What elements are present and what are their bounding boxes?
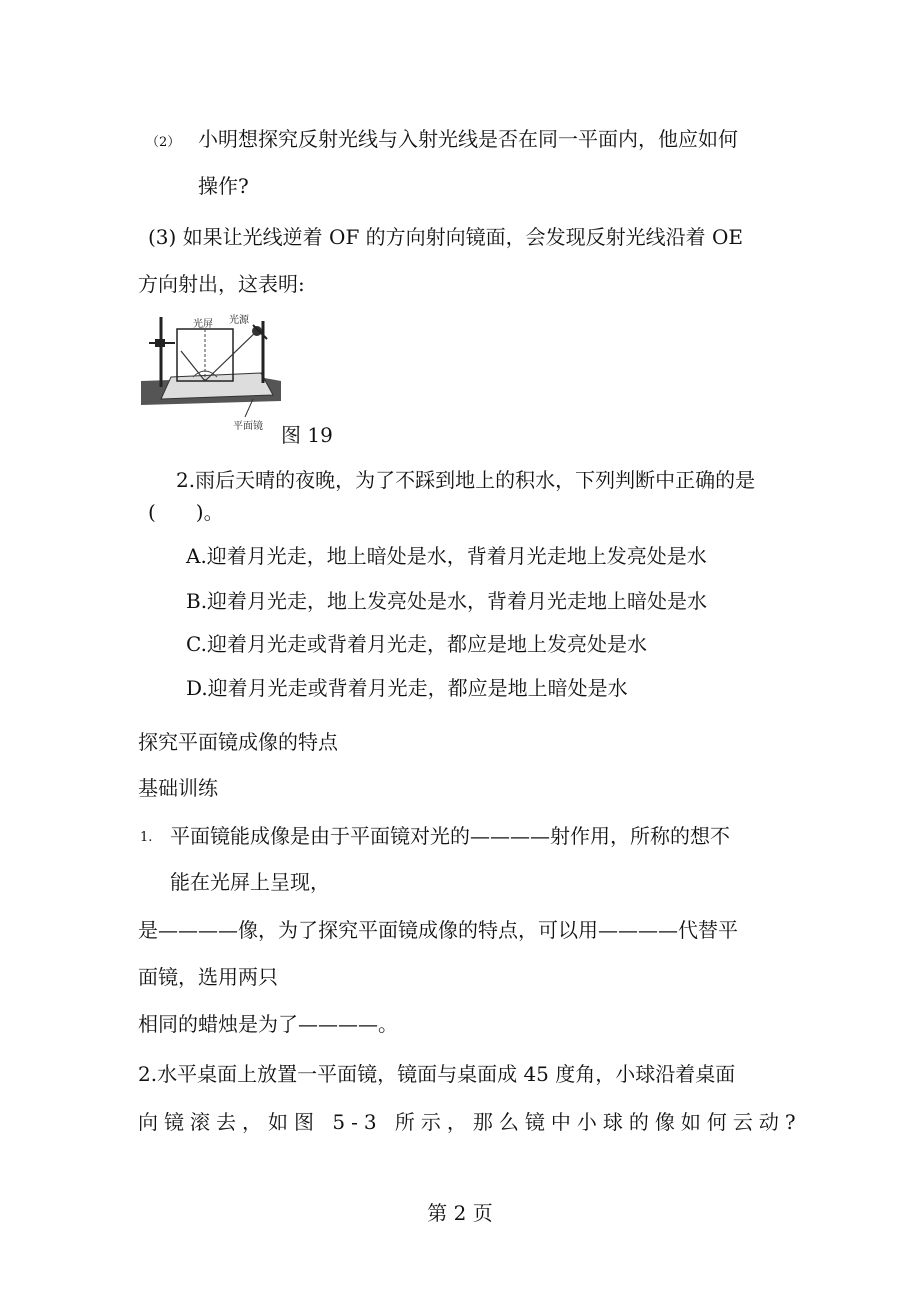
question-3-text-continued: 方向射出，这表明: xyxy=(138,272,305,296)
option-a: A.迎着月光走，地上暗处是水，背着月光走地上发亮处是水 xyxy=(186,544,707,568)
fill-blank-question-1-continued: 能在光屏上呈现， xyxy=(170,870,330,894)
screen-label: 光屏 xyxy=(193,319,213,330)
section-title: 探究平面镜成像的特点 xyxy=(138,730,338,754)
light-source-label: 光源 xyxy=(229,315,249,326)
reflection-experiment-figure xyxy=(141,311,281,437)
question-3-text: (3) 如果让光线逆着 OF 的方向射向镜面，会发现反射光线沿着 OE xyxy=(148,225,744,249)
question-2-text-continued: 向镜滚去，如图 5-3 所示，那么镜中小球的像如何云动? xyxy=(138,1110,802,1134)
page-number: 第 2 页 xyxy=(427,1201,493,1225)
mc-question-stem: 2.雨后天晴的夜晚，为了不踩到地上的积水，下列判断中正确的是 xyxy=(176,468,756,492)
subsection-title: 基础训练 xyxy=(138,776,218,800)
question-2-text: 2.水平桌面上放置一平面镜，镜面与桌面成 45 度角，小球沿着桌面 xyxy=(138,1062,736,1086)
option-c: C.迎着月光走或背着月光走，都应是地上发亮处是水 xyxy=(186,632,647,656)
option-d: D.迎着月光走或背着月光走，都应是地上暗处是水 xyxy=(186,676,628,700)
fill-blank-question-1-line5: 相同的蜡烛是为了————。 xyxy=(138,1012,398,1036)
fill-blank-question-1-line4: 面镜，选用两只 xyxy=(138,965,278,989)
question-text-continued: 操作? xyxy=(198,174,249,198)
figure-caption: 图 19 xyxy=(281,423,333,447)
fill-blank-question-1-line3: 是————像，为了探究平面镜成像的特点，可以用————代替平 xyxy=(138,918,738,942)
question-text: 小明想探究反射光线与入射光线是否在同一平面内，他应如何 xyxy=(198,127,738,151)
mc-answer-blank: ( )。 xyxy=(148,500,224,524)
question-number: （2） xyxy=(146,135,181,150)
mirror-label: 平面镜 xyxy=(233,421,263,432)
option-b: B.迎着月光走，地上发亮处是水，背着月光走地上暗处是水 xyxy=(186,589,708,613)
question-number: 1. xyxy=(140,830,153,845)
fill-blank-question-1: 平面镜能成像是由于平面镜对光的————射作用，所称的想不 xyxy=(170,824,730,848)
